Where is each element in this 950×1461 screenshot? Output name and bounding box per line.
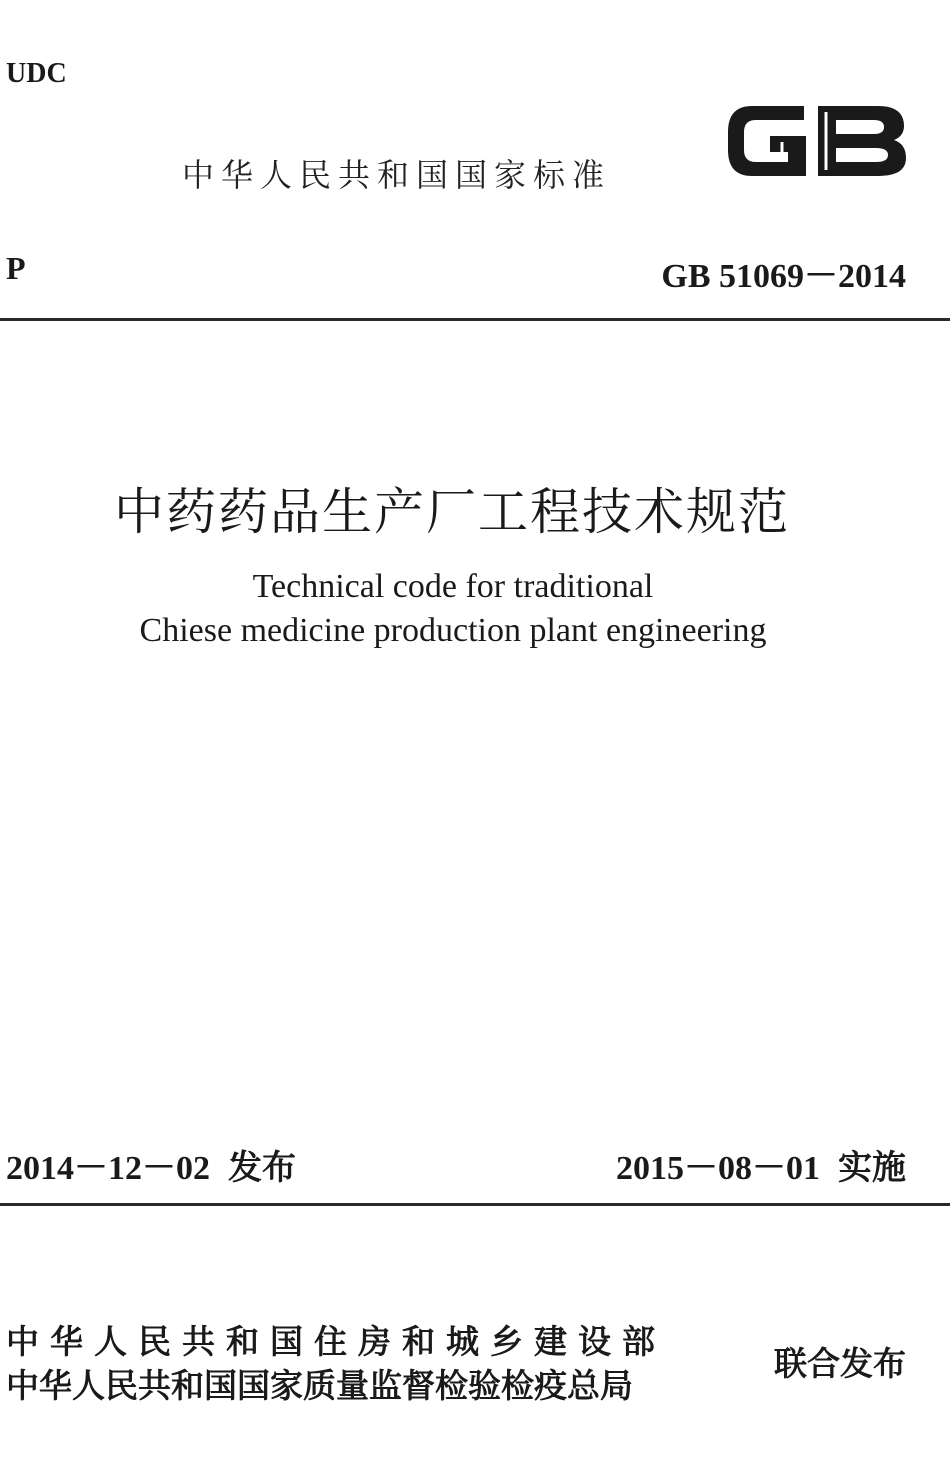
national-standard-heading: 中华人民共和国国家标准 (182, 156, 612, 194)
effective-date: 2015－08－01 (616, 1150, 820, 1187)
joint-release-label: 联合发布 (774, 1344, 906, 1383)
release-date-line (6, 1140, 296, 1189)
udc-label: UDC (6, 58, 67, 89)
effective-label: 实施 (838, 1148, 906, 1188)
category-code: P (6, 250, 26, 286)
title-english-line-1: Technical code for traditional (252, 568, 654, 605)
title-english-line-2: Chiese medicine production plant engineering (139, 612, 767, 649)
top-divider (0, 318, 950, 321)
issuer-ministry-housing: 中华人民共和国住房和城乡建设部 (6, 1322, 666, 1361)
effective-date-line (616, 1140, 906, 1189)
issuer-aqsiq: 中华人民共和国国家质量监督检验检疫总局 (6, 1366, 633, 1405)
bottom-divider (0, 1203, 950, 1206)
title-chinese: 中药药品生产厂工程技术规范 (114, 483, 790, 541)
release-date: 2014－12－02 (6, 1150, 210, 1187)
standard-number: GB 51069－2014 (661, 258, 906, 295)
gb-logo-icon (722, 92, 910, 188)
release-label: 发布 (228, 1148, 296, 1188)
